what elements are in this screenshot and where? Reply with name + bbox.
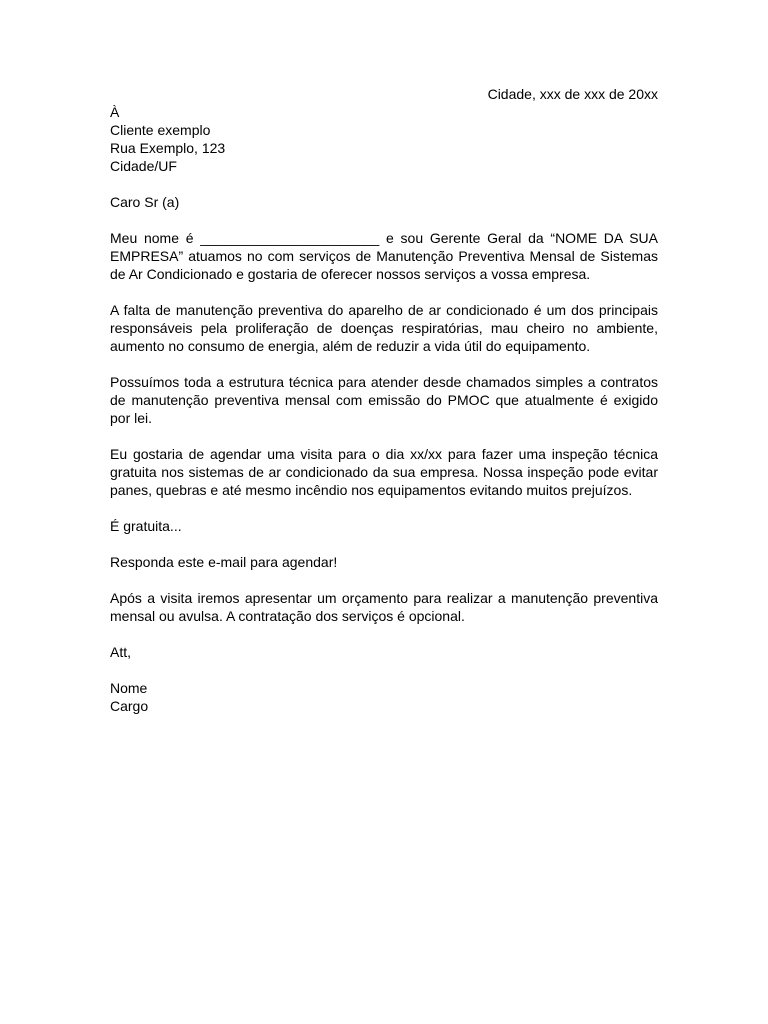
spacer: [110, 175, 658, 193]
spacer: [110, 283, 658, 301]
spacer: [110, 355, 658, 373]
signature-name: Nome: [110, 680, 148, 696]
spacer: [110, 535, 658, 553]
paragraph-free: É gratuita...: [110, 518, 182, 534]
spacer: [110, 499, 658, 517]
recipient-street: Rua Exemplo, 123: [110, 140, 226, 156]
recipient-city: Cidade/UF: [110, 158, 177, 174]
recipient-name: Cliente exemplo: [110, 122, 211, 138]
closing: Att,: [110, 644, 132, 660]
spacer: [110, 571, 658, 589]
spacer: [110, 427, 658, 445]
salutation: Caro Sr (a): [110, 194, 180, 210]
paragraph-quote: Após a visita iremos apresentar um orçamento para realizar a manutenção preventiva mensal ou avulsa. A contratação dos serviços é opcional.: [110, 590, 658, 624]
spacer: [110, 661, 658, 679]
paragraph-problem: A falta de manutenção preventiva do aparelho de ar condicionado é um dos principais responsáveis pela proliferação de doenças respiratórias, mau cheiro no ambiente, aumento no consumo de energia, além de reduzir a vida útil do equipamento.: [110, 302, 658, 354]
paragraph-call-to-action: Responda este e-mail para agendar!: [110, 554, 338, 570]
letter-body: [110, 85, 658, 715]
paragraph-visit: Eu gostaria de agendar uma visita para o dia xx/xx para fazer uma inspeção técnica gratuita nos sistemas de ar condicionado da sua empresa. Nossa inspeção pode evitar panes, quebras e até mesmo incêndio nos equipamentos evitando muitos prejuízos.: [110, 446, 658, 498]
spacer: [110, 625, 658, 643]
paragraph-structure: Possuímos toda a estrutura técnica para atender desde chamados simples a contratos de manutenção preventiva mensal com emissão do PMOC que atualmente é exigido por lei.: [110, 374, 658, 426]
date-line: Cidade, xxx de xxx de 20xx: [487, 86, 658, 102]
recipient-prefix: À: [110, 104, 120, 120]
spacer: [110, 211, 658, 229]
signature-title: Cargo: [110, 698, 149, 714]
paragraph-introduction: Meu nome é _______________________ e sou Gerente Geral da “NOME DA SUA EMPRESA” atuamos no com serviços de Manutenção Preventiva Mensal de Sistemas de Ar Condicionado e gostaria de oferecer nossos serviços a vossa empresa.: [110, 230, 658, 282]
